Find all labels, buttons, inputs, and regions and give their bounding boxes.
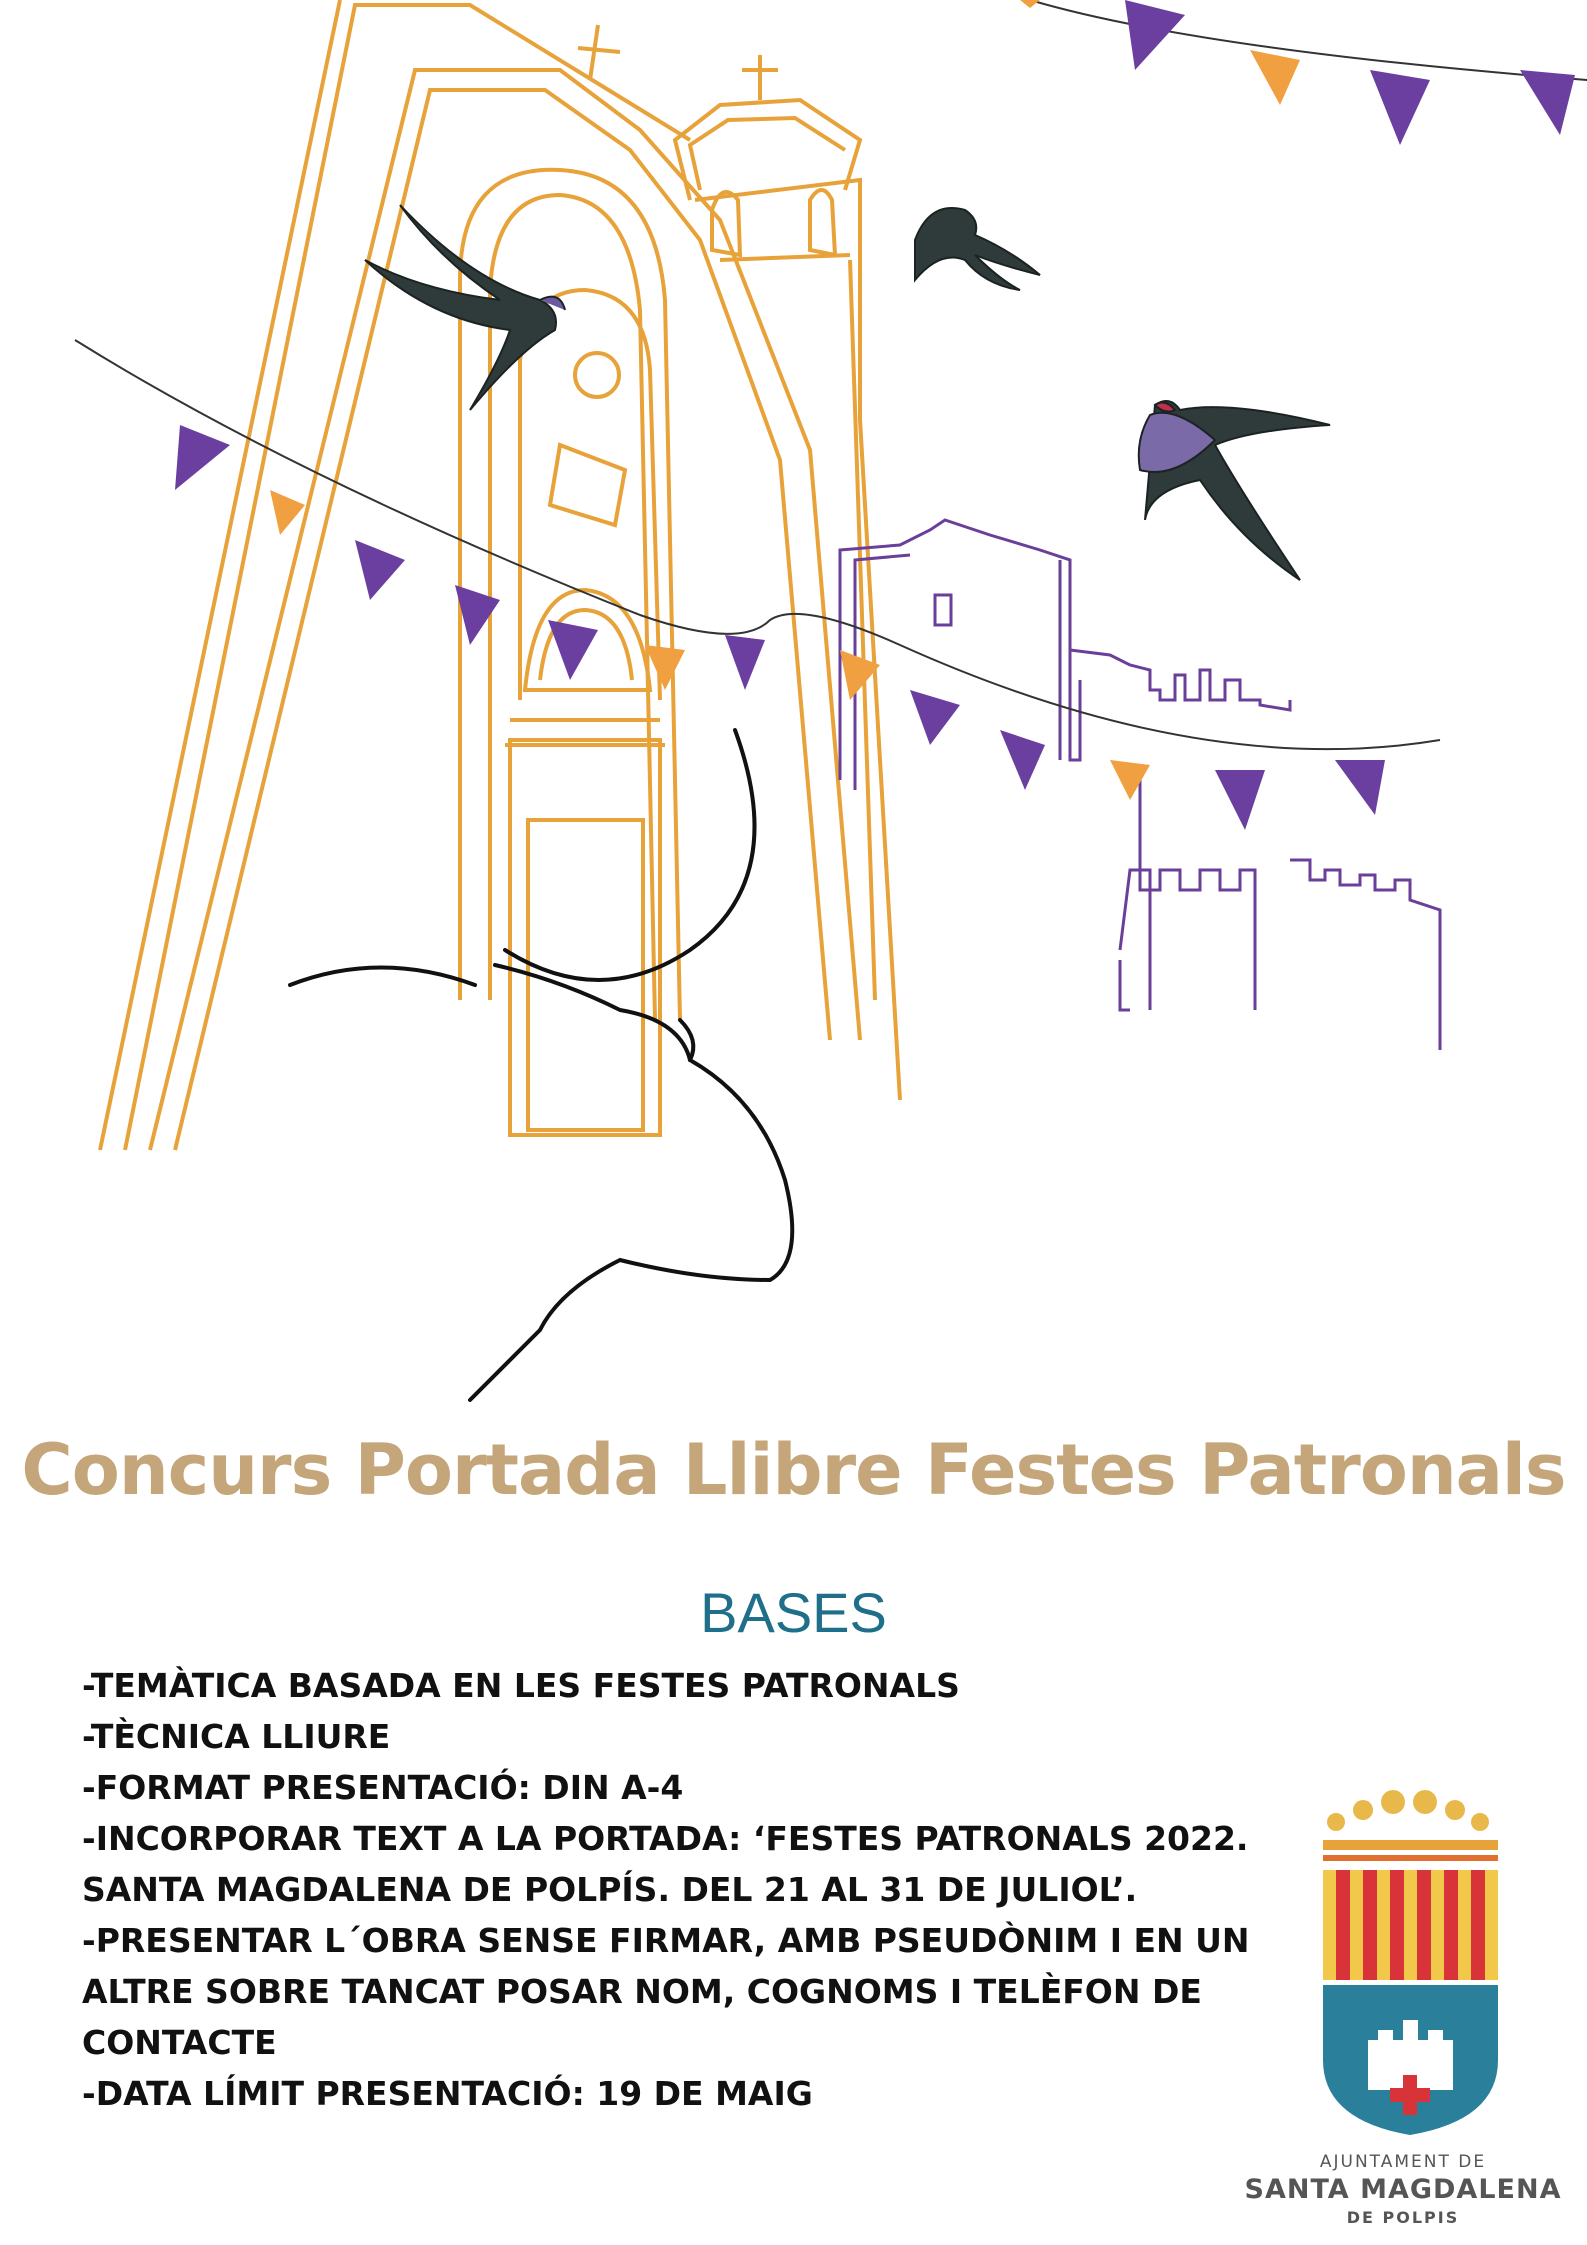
castle-drawing bbox=[840, 520, 1440, 1050]
logo-text-polpis: DE POLPIS bbox=[1346, 2208, 1460, 2227]
swallow-birds bbox=[365, 205, 1330, 580]
shield-stripes bbox=[1323, 1870, 1498, 1980]
rule-line: -INCORPORAR TEXT A LA PORTADA: ‘FESTES PATRONALS 2022. bbox=[82, 1819, 1249, 1858]
bull-drawing bbox=[290, 730, 792, 1400]
rule-line: -DATA LÍMIT PRESENTACIÓ: 19 DE MAIG bbox=[82, 2074, 813, 2113]
church-drawing bbox=[100, 0, 900, 1150]
rules-list bbox=[82, 1660, 1282, 2119]
crown-bars bbox=[1323, 1840, 1498, 1861]
rule-line: SANTA MAGDALENA DE POLPÍS. DEL 21 AL 31 DE JULIOL’. bbox=[82, 1870, 1138, 1909]
rule-line: -TÈCNICA LLIURE bbox=[82, 1717, 391, 1756]
bases-heading: BASES bbox=[700, 1581, 887, 1644]
rule-line: CONTACTE bbox=[82, 2023, 277, 2062]
rule-line: -PRESENTAR L´OBRA SENSE FIRMAR, AMB PSEUDÒNIM I EN UN bbox=[82, 1921, 1250, 1960]
rule-line: -TEMÀTICA BASADA EN LES FESTES PATRONALS bbox=[82, 1666, 960, 1705]
rule-line: ALTRE SOBRE TANCAT POSAR NOM, COGNOMS I TELÈFON DE bbox=[82, 1972, 1202, 2011]
logo-text-municipality: SANTA MAGDALENA bbox=[1244, 2174, 1562, 2205]
coat-of-arms-logo bbox=[1248, 1790, 1558, 2150]
crown-dots bbox=[1327, 1790, 1489, 1831]
rule-line: -FORMAT PRESENTACIÓ: DIN A-4 bbox=[82, 1768, 684, 1807]
logo-text-ajuntament: AJUNTAMENT DE bbox=[1319, 2152, 1487, 2172]
poster-title: Concurs Portada Llibre Festes Patronals bbox=[21, 1429, 1566, 1511]
